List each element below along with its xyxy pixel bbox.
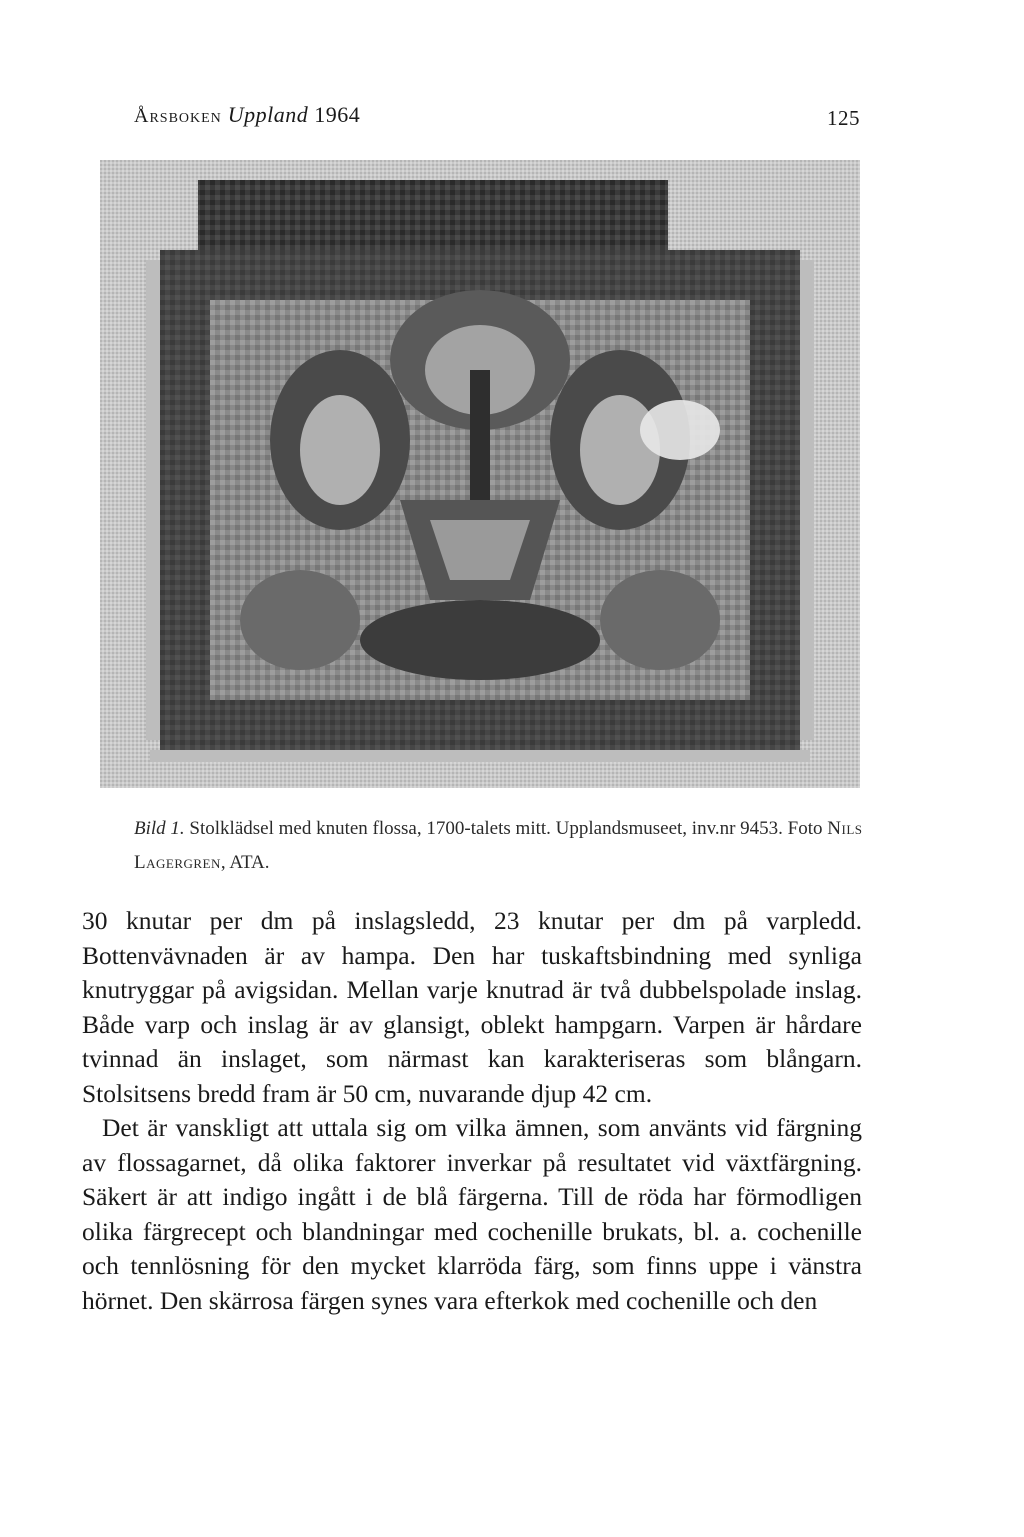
caption-photographer: Nils Lagergren — [134, 818, 863, 873]
caption-text: Stolklädsel med knuten flossa, 1700-talets mitt. Upplandsmuseet, inv.nr 9453. Foto — [184, 818, 828, 839]
caption-suffix: , ATA. — [220, 852, 270, 873]
paragraph-2: Det är vanskligt att uttala sig om vilka ämnen, som använts vid färgning av flossagarnet, då olika faktorer inverkar på resultatet vid växtfärgning. Säkert är att indigo ingått i de blå färgerna. Till de röda har förmodligen olika färgrecept och blandningar med cochenille brukats, bl. a. cochenille och tennlösning för den mycket klarröda färg, som finns uppe i vänstra hörnet. Den skärrosa färgen synes vara efterkok med cochenille och den — [82, 1113, 862, 1315]
yearbook-year: 1964 — [314, 102, 361, 127]
textile-photo — [100, 160, 860, 788]
yearbook-label: Årsboken — [134, 105, 222, 127]
paragraph-1: 30 knutar per dm på inslagsledd, 23 knutar per dm på varpledd. Bottenvävnaden är av hampa. Den har tuskaftsbindning med synliga knutryggar på avigsidan. Mellan varje knutrad är två dubbelspolade inslag. Både varp och inslag är av glansigt, oblekt hampgarn. Varpen är hårdare tvinnad än inslaget, som närmast kan karakteriseras som blångarn. Stolsitsens bredd fram är 50 cm, nuvarande djup 42 cm. — [82, 906, 862, 1108]
textile-photo-icon — [100, 160, 860, 788]
page-number: 125 — [827, 106, 860, 130]
yearbook-region: Uppland — [227, 102, 309, 127]
running-head-title — [134, 102, 360, 128]
running-head — [134, 102, 860, 132]
body-text — [82, 904, 862, 1318]
caption-label: Bild 1. — [134, 818, 185, 839]
figure-caption — [134, 812, 864, 880]
